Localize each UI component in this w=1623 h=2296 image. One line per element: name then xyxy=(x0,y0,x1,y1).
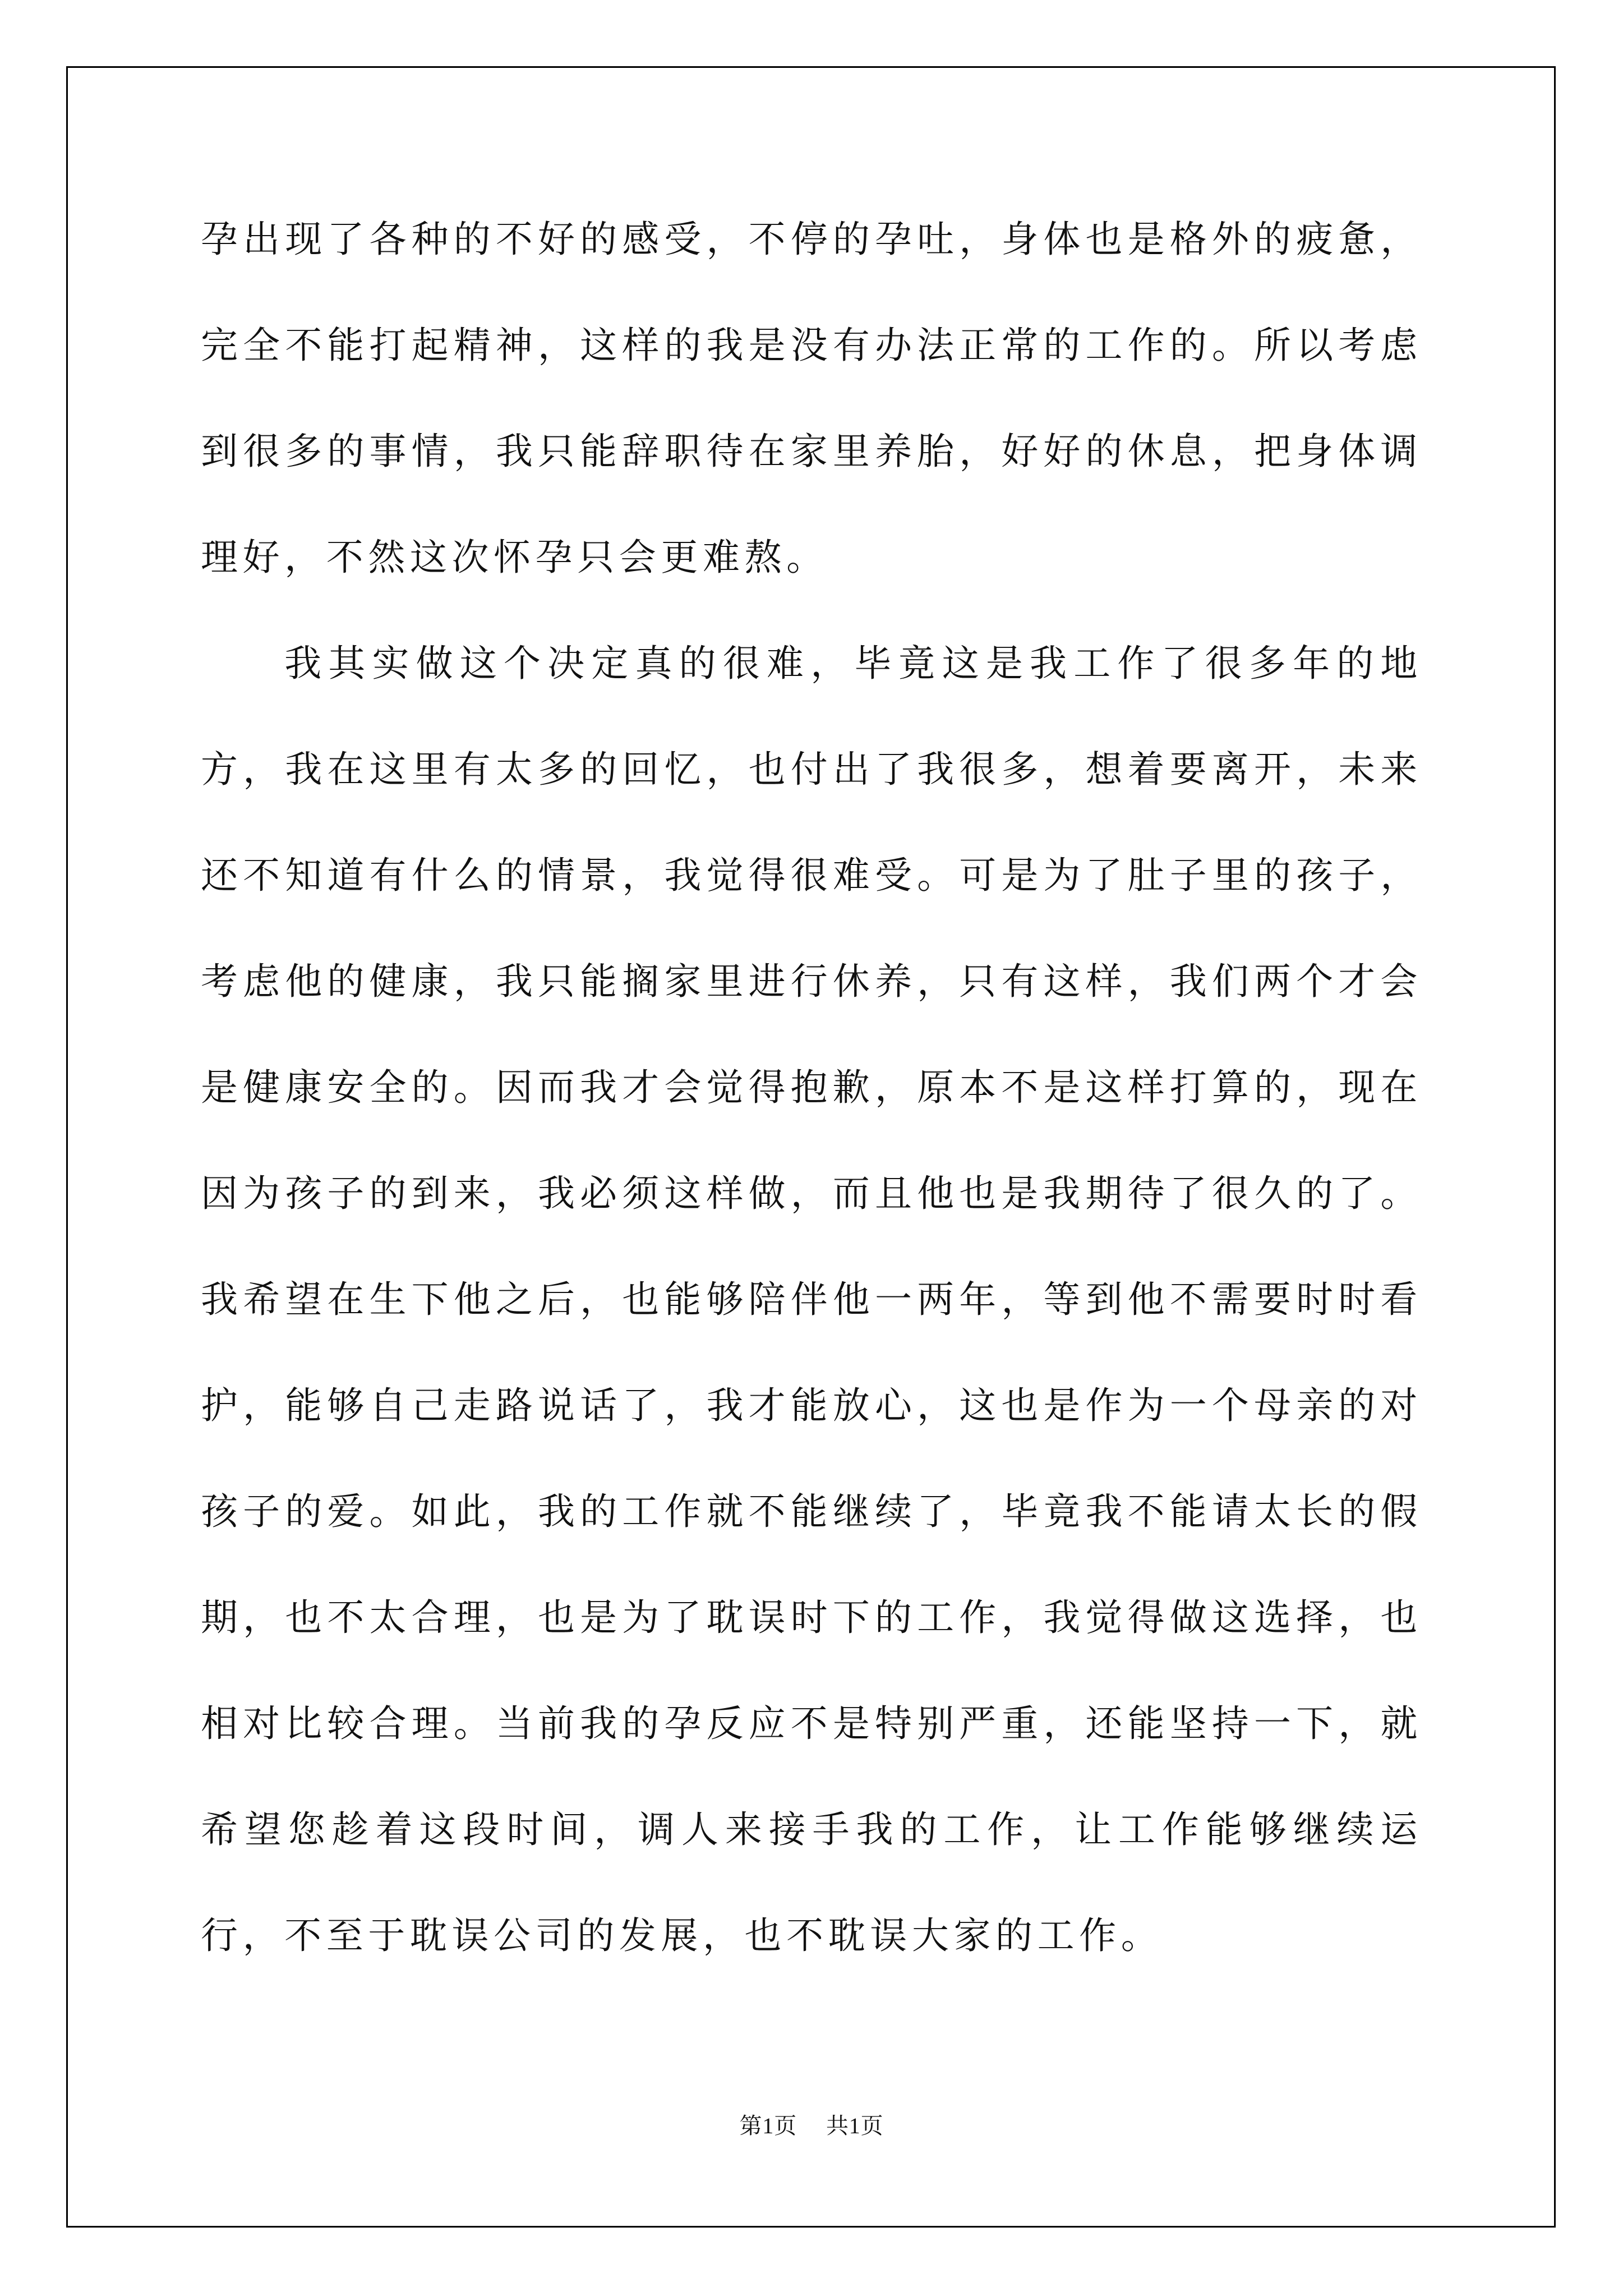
page-footer xyxy=(0,2108,1623,2140)
paragraph-1: 孕出现了各种的不好的感受，不停的孕吐，身体也是格外的疲惫，完全不能打起精神，这样的我是没有办法正常的工作的。所以考虑到很多的事情，我只能辞职待在家里养胎，好好的休息，把身体调理好，不然这次怀孕只会更难熬。 xyxy=(201,218,1422,579)
total-pages-label: 共1页 xyxy=(826,2113,884,2138)
paragraph-2: 我其实做这个决定真的很难，毕竟这是我工作了很多年的地方，我在这里有太多的回忆，也付出了我很多，想着要离开，未来还不知道有什么的情景，我觉得很难受。可是为了肚子里的孩子，考虑他的健康，我只能搁家里进行休养，只有这样，我们两个才会是健康安全的。因而我才会觉得抱歉，原本不是这样打算的，现在因为孩子的到来，我必须这样做，而且他也是我期待了很久的了。我希望在生下他之后，也能够陪伴他一两年，等到他不需要时时看护，能够自己走路说话了，我才能放心，这也是作为一个母亲的对孩子的爱。如此，我的工作就不能继续了，毕竟我不能请太长的假期，也不太合理，也是为了耽误时下的工作，我觉得做这选择，也相对比较合理。当前我的孕反应不是特别严重，还能坚持一下，就希望您趁着这段时间，调人来接手我的工作，让工作能够继续运行，不至于耽误公司的发展，也不耽误大家的工作。 xyxy=(201,642,1422,1957)
document-body xyxy=(201,186,1422,1989)
current-page-label: 第1页 xyxy=(739,2113,797,2138)
